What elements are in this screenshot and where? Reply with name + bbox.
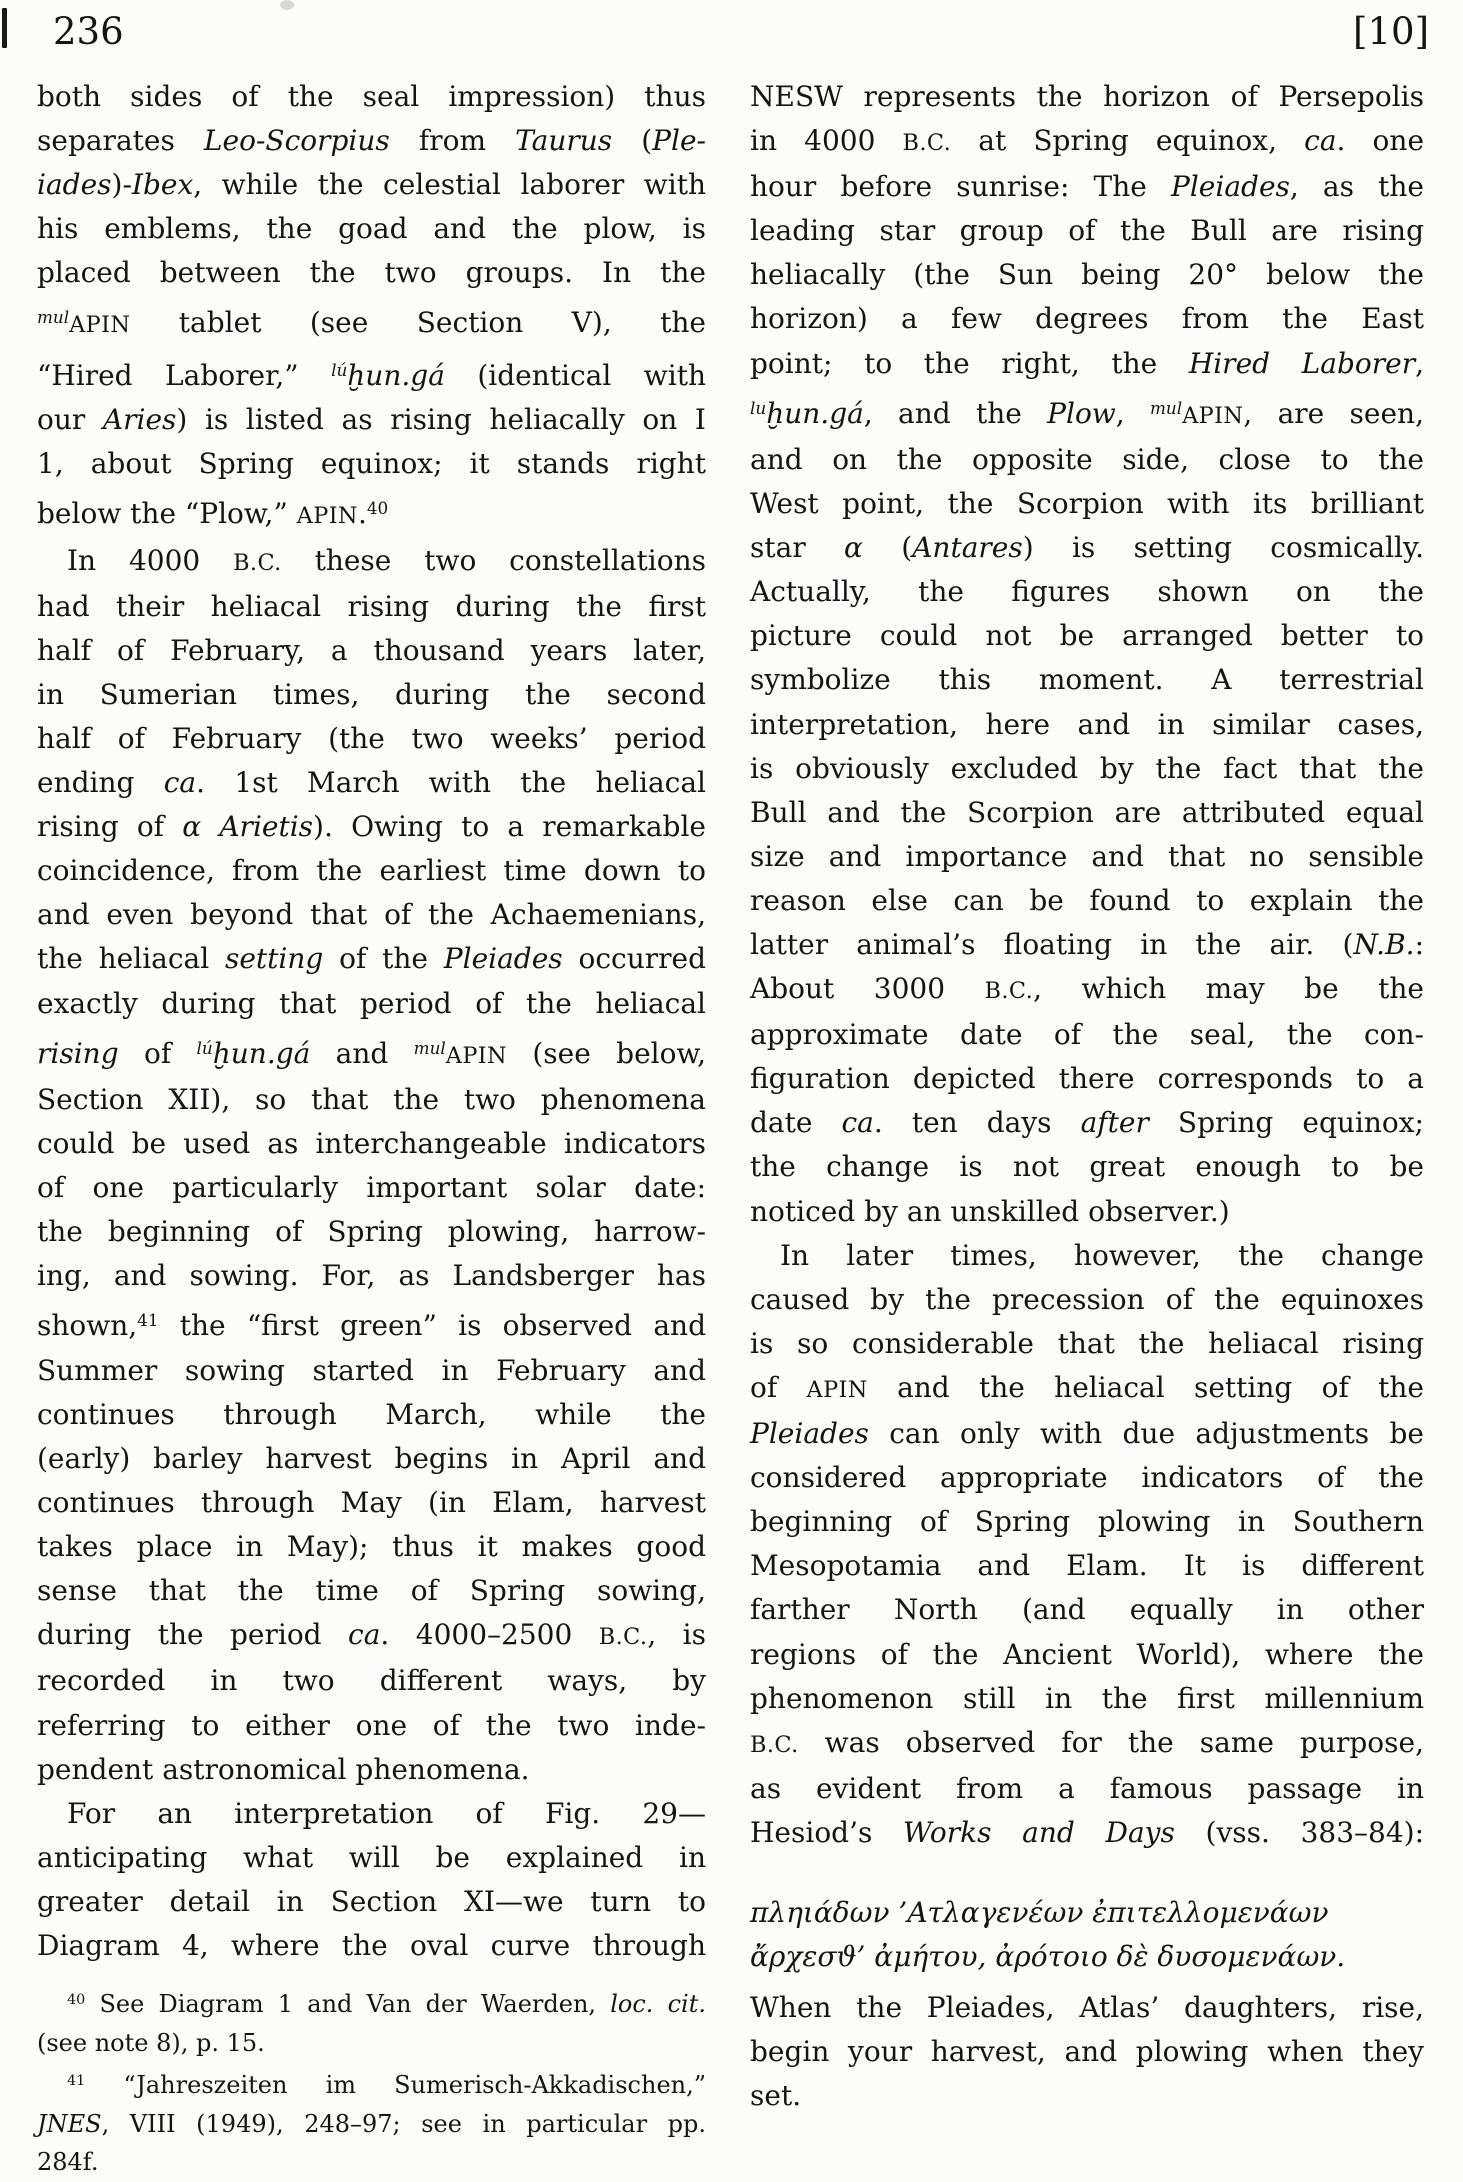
text-line: When the Pleiades, Atlas’ daughters, rise,: [750, 1991, 1424, 2025]
text-line: continues through March, while the: [37, 1397, 706, 1431]
text-line: hour before sunrise: The Pleiades, as the: [750, 170, 1424, 204]
text-line: About 3000 B.C., which may be the: [750, 972, 1424, 1006]
text-line: the heliacal setting of the Pleiades occurred: [37, 942, 706, 976]
text-line: phenomenon still in the first millennium: [750, 1681, 1424, 1715]
text-line: is so considerable that the heliacal rising: [750, 1326, 1424, 1360]
text-line: as evident from a famous passage in: [750, 1771, 1424, 1805]
right-column-body: [750, 75, 1424, 2118]
text-line: ending ca. 1st March with the heliacal: [37, 766, 707, 800]
paragraph: [37, 1792, 706, 1968]
text-line: rising of $^{lú}$ḫun.gá and $^{mul}$APIN (see below,: [37, 1036, 707, 1070]
text-line: Summer sowing started in February and: [37, 1353, 706, 1387]
text-line: (early) barley harvest begins in April and: [37, 1441, 706, 1475]
text-line: ing, and sowing. For, as Landsberger has: [37, 1259, 706, 1293]
text-line: is obviously excluded by the fact that the: [750, 751, 1424, 785]
text-line: anticipating what will be explained in: [37, 1840, 706, 1874]
text-line: in 4000 B.C. at Spring equinox, ca. one: [750, 124, 1425, 158]
text-line: picture could not be arranged better to: [750, 619, 1424, 653]
text-line: the beginning of Spring plowing, harrow-: [37, 1215, 706, 1249]
text-line: had their heliacal rising during the first: [37, 589, 706, 623]
text-line: date ca. ten days after Spring equinox;: [750, 1106, 1424, 1140]
text-line: of one particularly important solar date:: [37, 1171, 706, 1205]
text-line: $^{lu}$ḫun.gá, and the Plow, $^{mul}$APIN, are seen,: [750, 396, 1424, 430]
paragraph: [37, 75, 706, 539]
text-line: farther North (and equally in other: [750, 1593, 1424, 1627]
text-line: of APIN and the heliacal setting of the: [750, 1370, 1424, 1404]
text-line: 284f.: [37, 2148, 99, 2177]
text-line: noticed by an unskilled observer.): [750, 1194, 1230, 1228]
text-line: pendent astronomical phenomena.: [37, 1752, 530, 1786]
text-line: $^{41}$ “Jahreszeiten im Sumerisch-Akkadischen,”: [67, 2071, 706, 2100]
text-line: size and importance and that no sensible: [750, 839, 1424, 873]
text-line: separates Leo-Scorpius from Taurus (Ple-: [37, 124, 706, 158]
text-line: begin your harvest, and plowing when they: [750, 2035, 1424, 2069]
text-line: leading star group of the Bull are rising: [750, 214, 1424, 248]
text-line: NESW represents the horizon of Persepolis: [750, 80, 1424, 113]
text-line: Hesiod’s Works and Days (vss. 383–84):: [750, 1815, 1424, 1849]
text-line: West point, the Scorpion with its brilliant: [750, 487, 1424, 521]
paragraph: [750, 1234, 1424, 1855]
text-line: approximate date of the seal, the con-: [750, 1018, 1424, 1052]
text-line: Diagram 4, where the oval curve through: [37, 1929, 706, 1963]
text-line: in Sumerian times, during the second: [37, 677, 706, 711]
text-line: shown,$^{41}$ the “first green” is observed and: [37, 1309, 706, 1343]
footnote: [37, 2062, 706, 2182]
page-number-right: [10]: [1353, 10, 1429, 53]
paragraph: [750, 1986, 1424, 2118]
text-line: JNES, VIII (1949), 248–97; see in particular pp.: [37, 2109, 706, 2138]
text-line: takes place in May); thus it makes good: [37, 1530, 706, 1564]
left-column-body: [37, 75, 706, 1968]
text-line: (see note 8), p. 15.: [37, 2028, 265, 2057]
scan-smudge: [280, 0, 294, 10]
text-line: In 4000 B.C. these two constellations: [67, 543, 706, 577]
page-number-left: 236: [53, 10, 124, 53]
text-line: half of February, a thousand years later,: [37, 633, 706, 667]
text-line: point; to the right, the Hired Laborer,: [750, 346, 1424, 380]
text-line: latter animal’s floating in the air. (N.B.:: [750, 928, 1424, 962]
text-line: $^{40}$ See Diagram 1 and Van der Waerden, loc. cit.: [67, 1990, 706, 2019]
text-line: greater detail in Section XI—we turn to: [37, 1884, 706, 1918]
text-line: set.: [750, 2079, 802, 2113]
paragraph: [750, 1891, 1424, 1979]
text-line: Bull and the Scorpion are attributed equal: [750, 795, 1424, 829]
left-column: [37, 75, 706, 2182]
text-line: For an interpretation of Fig. 29—: [67, 1796, 706, 1830]
text-line: the change is not great enough to be: [750, 1150, 1424, 1184]
paragraph: [750, 75, 1424, 1234]
text-line: recorded in two different ways, by: [37, 1664, 706, 1698]
text-line: sense that the time of Spring sowing,: [37, 1574, 706, 1608]
text-line: Actually, the figures shown on the: [750, 575, 1424, 609]
text-line: rising of α Arietis). Owing to a remarkable: [37, 810, 706, 844]
text-line: Section XII), so that the two phenomena: [37, 1083, 706, 1116]
text-line: B.C. was observed for the same purpose,: [750, 1725, 1424, 1759]
text-line: star α (Antares) is setting cosmically.: [750, 531, 1424, 565]
text-line: horizon) a few degrees from the East: [750, 302, 1424, 336]
text-line: considered appropriate indicators of the: [750, 1461, 1424, 1495]
scan-edge-artifact: [2, 8, 7, 48]
paragraph: [37, 539, 706, 1792]
footnote: [37, 1981, 706, 2062]
text-line: both sides of the seal impression) thus: [37, 80, 706, 113]
text-line: beginning of Spring plowing in Southern: [750, 1505, 1424, 1539]
text-line: and even beyond that of the Achaemenians,: [37, 898, 706, 932]
text-line: half of February (the two weeks’ period: [37, 722, 706, 756]
text-line: placed between the two groups. In the: [37, 256, 706, 290]
text-line: continues through May (in Elam, harvest: [37, 1486, 706, 1520]
text-line: his emblems, the goad and the plow, is: [37, 212, 706, 246]
text-line: heliacally (the Sun being 20° below the: [750, 258, 1424, 292]
text-line: ἄρχεσϑ’ ἀμήτου, ἀρότοιο δὲ δυσομενάων.: [750, 1940, 1346, 1974]
text-line: reason else can be found to explain the: [750, 883, 1424, 917]
text-line: πληιάδων ’Ατλαγενέων ἐπιτελλομενάων: [750, 1895, 1329, 1929]
text-line: during the period ca. 4000–2500 B.C., is: [37, 1618, 707, 1652]
text-line: could be used as interchangeable indicators: [37, 1127, 706, 1161]
text-line: exactly during that period of the heliacal: [37, 986, 706, 1020]
text-line: symbolize this moment. A terrestrial: [750, 663, 1424, 697]
text-line: Mesopotamia and Elam. It is different: [750, 1549, 1424, 1583]
text-line: below the “Plow,” APIN.$^{40}$: [37, 497, 389, 531]
text-line: our Aries) is listed as rising heliacally on I: [37, 403, 706, 437]
text-line: caused by the precession of the equinoxes: [750, 1282, 1424, 1316]
text-line: 1, about Spring equinox; it stands right: [37, 447, 706, 481]
text-line: interpretation, here and in similar cases,: [750, 707, 1424, 741]
right-column: [750, 75, 1424, 2118]
text-line: and on the opposite side, close to the: [750, 442, 1424, 476]
text-line: referring to either one of the two inde-: [37, 1708, 706, 1742]
text-line: iades)-Ibex, while the celestial laborer with: [37, 168, 706, 202]
text-line: $^{mul}$APIN tablet (see Section V), the: [37, 306, 706, 340]
footnotes-section: [37, 1981, 706, 2182]
text-line: Pleiades can only with due adjustments be: [750, 1417, 1424, 1451]
text-line: In later times, however, the change: [780, 1238, 1424, 1272]
text-line: regions of the Ancient World), where the: [750, 1637, 1424, 1671]
text-line: coincidence, from the earliest time down to: [37, 854, 706, 888]
text-line: “Hired Laborer,” $^{lú}$ḫun.gá (identical with: [37, 359, 706, 393]
text-line: figuration depicted there corresponds to a: [750, 1062, 1424, 1096]
